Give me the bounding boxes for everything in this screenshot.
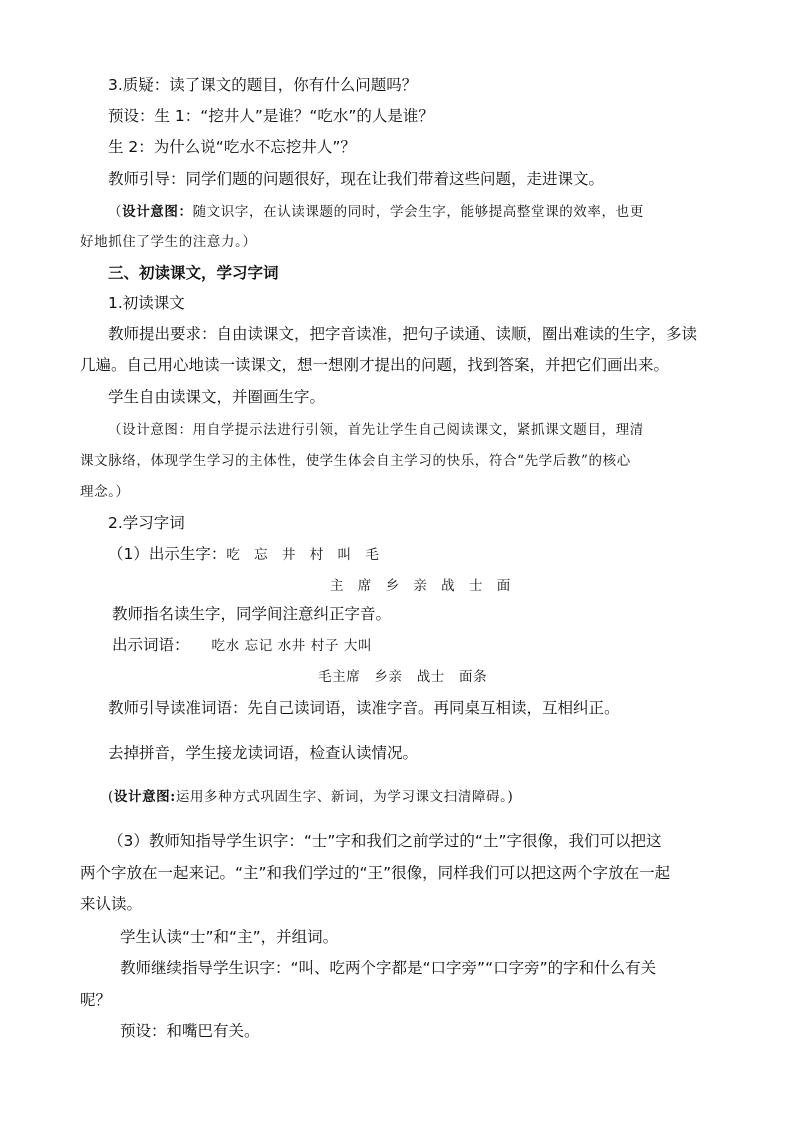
- continue-guide-line-2: 呢？: [80, 991, 112, 1009]
- design-intent-1: [108, 201, 644, 223]
- preset-answer-2: 预设：和嘴巴有关。: [120, 1022, 260, 1040]
- preset-answer-1: 预设：生 1：“挖井人”是谁？“吃水”的人是谁？: [108, 107, 434, 125]
- design-intent-open: （: [108, 204, 123, 220]
- requirement-line-2: 几遍。自己用心地读一读课文，想一想刚才提出的问题，找到答案，并把它们画出来。: [80, 356, 670, 374]
- question-prompt: 3.质疑：读了课文的题目，你有什么问题吗？: [108, 76, 418, 94]
- requirement-line-1: 教师提出要求：自由读课文，把字音读准，把句子读通、读顺，圈出难读的生字，多读: [108, 325, 698, 343]
- show-words: [112, 634, 372, 657]
- guide-words: 教师引导读准词语：先自己读词语，读准字音。再同桌互相读，互相纠正。: [108, 699, 620, 717]
- section-heading: 三、初读课文，学习字词: [108, 264, 279, 282]
- words-row-1: 吃水 忘记 水井 村子 大叫: [211, 638, 373, 654]
- design-intent-3-open: (: [108, 789, 114, 805]
- subsection-heading-2: 2.学习字词: [108, 514, 185, 532]
- subsection-heading-1: 1.初读课文: [108, 294, 185, 312]
- characters-row-2: 主 席 乡 亲 战 士 面: [330, 578, 516, 594]
- design-intent-2-line-2: 课文脉络，体现学生学习的主体性，使学生体会自主学习的快乐，符合“先学后教”的核心: [80, 453, 631, 469]
- show-words-label: 出示词语：: [112, 636, 190, 654]
- show-characters-label: （1）出示生字：: [108, 545, 227, 563]
- continue-guide-line-1: 教师继续指导学生识字：“叫、吃两个字都是“口字旁”“口字旁”的字和什么有关: [120, 959, 657, 977]
- item-3-line-1: （3）教师知指导学生识字：“士”字和我们之前学过的“土”字很像，我们可以把这: [108, 832, 662, 850]
- teacher-reading: 教师指名读生字，同学间注意纠正字音。: [112, 605, 392, 623]
- teacher-guide: 教师引导：同学们题的问题很好，现在让我们带着这些问题，走进课文。: [108, 170, 605, 188]
- design-intent-text: 随文识字，在认读课题的同时，学会生字，能够提高整堂课的效率，也更: [192, 204, 644, 220]
- design-intent-3-text: 运用多种方式巩固生字、新词，为学习课文扫清障碍。): [175, 789, 514, 805]
- student-recognition: 学生认读“士”和“主”，并组词。: [120, 928, 339, 946]
- design-intent-3-label: 设计意图:: [113, 789, 176, 805]
- design-intent-label: 设计意图：: [122, 204, 193, 220]
- design-intent-1-cont: 好地抓住了学生的注意力。）: [80, 234, 257, 250]
- student-reading: 学生自由读课文，并圈画生字。: [108, 388, 326, 406]
- design-intent-2-line-1: （设计意图：用自学提示法进行引领，首先让学生自己阅读课文，紧抓课文题目，理清: [108, 422, 644, 438]
- item-3-line-3: 来认读。: [80, 895, 143, 913]
- show-characters: [108, 543, 384, 566]
- design-intent-2-line-3: 理念。）: [80, 484, 130, 500]
- student-2-answer: 生 2：为什么说“吃水不忘挖井人”？: [108, 138, 356, 156]
- remove-pinyin: 去掉拼音，学生接龙读词语，检查认读情况。: [108, 744, 419, 762]
- characters-row-1: 吃 忘 井 村 叫 毛: [226, 547, 384, 563]
- item-3-line-2: 两个字放在一起来记。“主”和我们学过的“王”很像，同样我们可以把这两个字放在一起: [80, 864, 671, 882]
- design-intent-3: [108, 786, 513, 808]
- words-row-2: 毛主席 乡亲 战士 面条: [318, 669, 488, 685]
